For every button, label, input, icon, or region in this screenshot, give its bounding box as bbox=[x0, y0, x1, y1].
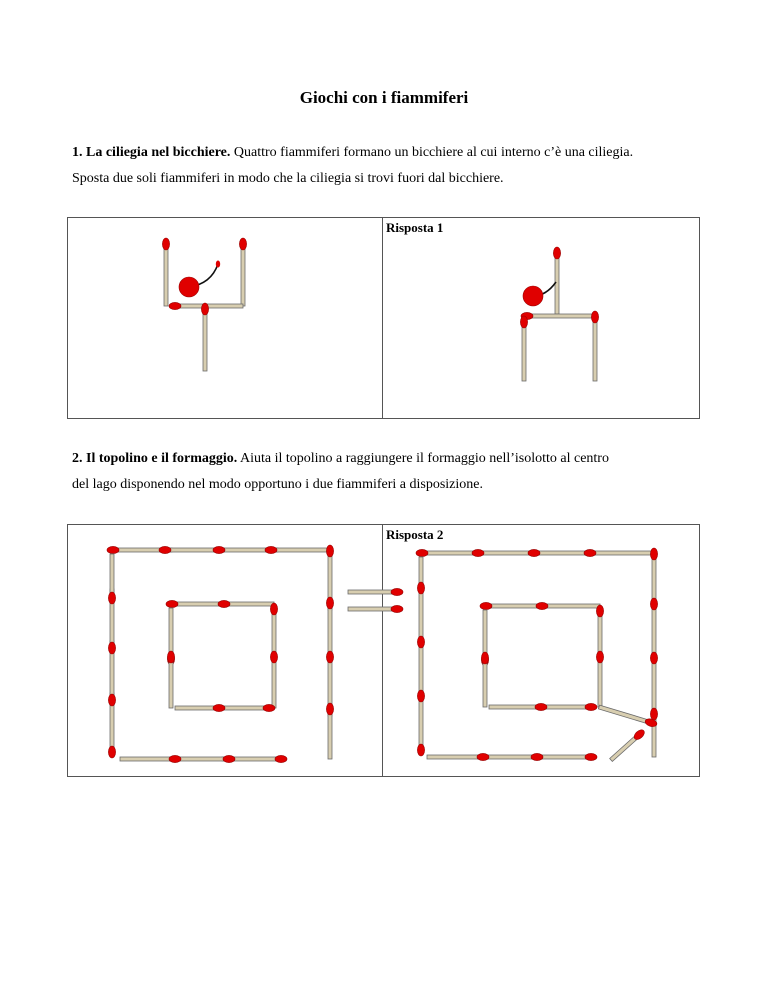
problem-2-drawing bbox=[68, 525, 701, 778]
cherry-icon bbox=[179, 264, 218, 297]
problem-2-heading: 2. Il topolino e il formaggio. bbox=[72, 451, 238, 466]
problem-2-line2: del lago disponendo nel modo opportuno i due fiammiferi a disposizione. bbox=[72, 477, 483, 492]
match-head bbox=[108, 642, 115, 654]
match-stick bbox=[596, 651, 603, 707]
match-head bbox=[596, 651, 603, 663]
match-stick bbox=[270, 651, 277, 708]
match-stick bbox=[218, 600, 274, 607]
match-stick bbox=[553, 247, 560, 314]
match-head bbox=[553, 247, 560, 259]
match-head bbox=[169, 755, 181, 762]
problem-2-text bbox=[72, 446, 712, 498]
match-head bbox=[326, 651, 333, 663]
match-head bbox=[650, 708, 657, 720]
match-head bbox=[481, 652, 488, 664]
match-head bbox=[326, 545, 333, 557]
match-head bbox=[239, 238, 246, 250]
match-stick bbox=[162, 238, 169, 306]
match-head bbox=[417, 690, 424, 702]
problem-1-text bbox=[72, 140, 712, 192]
problem-1-drawing bbox=[68, 218, 701, 420]
answer-2-label: Risposta 2 bbox=[386, 527, 444, 542]
match-head bbox=[596, 605, 603, 617]
cherry-icon bbox=[523, 282, 556, 306]
match-head bbox=[584, 549, 596, 556]
match-head bbox=[528, 549, 540, 556]
match-head bbox=[270, 603, 277, 615]
match-stick bbox=[650, 598, 657, 661]
match-stick bbox=[326, 703, 333, 759]
answer-1-label: Risposta 1 bbox=[386, 220, 444, 235]
match-head bbox=[585, 753, 597, 760]
match-stick bbox=[584, 549, 654, 556]
match-head bbox=[166, 600, 178, 607]
match-head bbox=[480, 602, 492, 609]
match-head bbox=[162, 238, 169, 250]
match-head bbox=[585, 703, 597, 710]
match-stick bbox=[536, 602, 600, 609]
match-head bbox=[263, 704, 275, 711]
match-head bbox=[108, 592, 115, 604]
match-head bbox=[218, 600, 230, 607]
match-head bbox=[213, 546, 225, 553]
match-head bbox=[650, 548, 657, 560]
match-head bbox=[326, 703, 333, 715]
match-head bbox=[201, 303, 208, 315]
match-stick bbox=[348, 588, 403, 595]
match-stick bbox=[108, 554, 115, 604]
match-head bbox=[159, 546, 171, 553]
problem-2-line1: Aiuta il topolino a raggiungere il formaggio nell’isolotto al centro bbox=[237, 451, 609, 466]
match-head bbox=[531, 753, 543, 760]
match-stick bbox=[175, 704, 225, 711]
match-stick bbox=[201, 303, 208, 371]
match-stick bbox=[489, 703, 547, 710]
match-head bbox=[535, 703, 547, 710]
match-stick bbox=[120, 755, 181, 762]
match-stick bbox=[239, 238, 246, 306]
problem-2-figure-panel bbox=[67, 524, 700, 777]
match-head bbox=[477, 753, 489, 760]
match-head bbox=[472, 549, 484, 556]
match-stick bbox=[166, 600, 226, 607]
match-head bbox=[107, 546, 119, 553]
match-head bbox=[417, 582, 424, 594]
match-head bbox=[223, 755, 235, 762]
problem-1-figure-panel bbox=[67, 217, 700, 419]
cherry-stem-tip bbox=[216, 261, 220, 268]
match-stick bbox=[609, 728, 647, 763]
match-head bbox=[650, 598, 657, 610]
match-stick bbox=[167, 651, 174, 708]
match-head bbox=[213, 704, 225, 711]
match-stick bbox=[650, 548, 657, 605]
match-stick bbox=[650, 708, 657, 757]
match-head bbox=[108, 694, 115, 706]
match-stick bbox=[427, 753, 489, 760]
match-head bbox=[417, 636, 424, 648]
match-stick bbox=[650, 652, 657, 717]
match-stick bbox=[596, 605, 603, 658]
match-head bbox=[326, 597, 333, 609]
match-stick bbox=[520, 316, 527, 381]
problem-1-heading: 1. La ciliegia nel bicchiere. bbox=[72, 145, 231, 160]
match-head bbox=[391, 605, 403, 612]
match-head bbox=[417, 744, 424, 756]
match-head bbox=[536, 602, 548, 609]
match-head bbox=[169, 302, 181, 309]
match-head bbox=[167, 651, 174, 663]
match-head bbox=[391, 588, 403, 595]
match-head bbox=[520, 316, 527, 328]
problem-1-line1: Quattro fiammiferi formano un bicchiere al cui interno c’è una ciliegia. bbox=[230, 145, 634, 160]
match-stick bbox=[417, 557, 424, 594]
page-title: Giochi con i fiammiferi bbox=[299, 88, 469, 107]
match-stick bbox=[591, 311, 598, 381]
match-head bbox=[270, 651, 277, 663]
match-head bbox=[591, 311, 598, 323]
match-head bbox=[416, 549, 428, 556]
match-head bbox=[265, 546, 277, 553]
match-head bbox=[275, 755, 287, 762]
match-head bbox=[650, 652, 657, 664]
match-stick bbox=[217, 704, 275, 711]
match-stick bbox=[481, 652, 488, 707]
match-stick bbox=[265, 546, 330, 553]
match-head bbox=[108, 746, 115, 758]
problem-1-line2: Sposta due soli fiammiferi in modo che la ciliegia si trovi fuori dal bicchiere. bbox=[72, 171, 504, 186]
match-stick bbox=[270, 603, 277, 659]
match-stick bbox=[598, 704, 658, 728]
match-stick bbox=[348, 605, 403, 612]
match-stick bbox=[480, 602, 545, 609]
